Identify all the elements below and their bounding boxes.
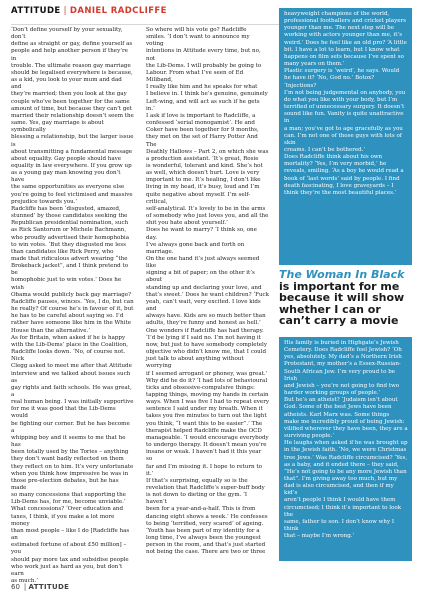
sidebar-box-top <box>279 8 412 265</box>
footer-separator: | <box>23 583 27 591</box>
column-1-text: ‘Don’t define yourself by your sexuality, don’t define as straight or gay, define yourself as people and help another person if they’re in trouble. The ultimate reason gay marriage should be legalised everywhere is because, as a kid, you look to your mum and dad and they’re married; then you look at the gay couple who’ve been together for the same amount of time, but because they can’t get married their relationship doesn’t seem the same. Yes, gay marriage is about symbolically blessing a relationship, but the larger issue is about transmitting a fundamental message about equality. Gay people should have equality in law everywhere. If you grow up as a young gay man knowing you don’t have the same opportunities as everyone else you’re going to feel victimised and massive prejudice towards you.’ Radcliffe has been ‘disgusted, amazed, stunned’ by those candidates seeking the Republican presidential nomination, such as Rick Santorum or Michele Bachmann, who proudly advertised their homophobia to win votes. ‘But they disgusted me less than candidates like Rick Perry, who made that ridiculous advert wearing “the Brokeback jacket”, and I think pretend to be homophobic just to win votes.’ Does he wish Obama would publicly back gay marriage? Radcliffe pauses, winces. ‘Yes, I do, but can he really? Of course he’s in favour of it, but he has to be careful about saying so. I’d rather have someone like him in the White House than the alternative.’ As for Britain, when asked if he is happy with the Lib-Dems’ place in the Coalition, Radcliffe looks down. ‘No, of course not. Nick Clegg asked to meet me after that Attitude interview and we talked about issues such as gay rights and faith schools. He was great, a real human being. I was initially supportive for me it was good that the Lib-Dems would be fighting our corner. But he has become a whipping boy and it seems to me that he has been totally used by the Tories – anything they don’t want badly reflected on them they reflect on to him. It’s very unfortunate when you think how impressive he was in those pre-election debates, but he has made so many concessions that supporting the Lib-Dems has, for me, become unviable.’ What concessions? ‘Over education and taxes, I think, if you make a lot more money than most people – like I do [Radcliffe has an estimated fortune of about £50 million] – you should pay more tax and subsidise people who work just as hard as you, but don’t earn as much.’ <box>11 27 134 585</box>
article-column-1 <box>11 27 134 585</box>
sidebar-box-bottom <box>279 337 412 561</box>
header-subject: DANIEL RADCLIFFE <box>69 6 167 16</box>
article-column-2 <box>146 27 269 557</box>
header-magazine: ATTITUDE <box>11 6 61 16</box>
column-3-top-text: heavyweight champions of the world, professional footballers and cricket players younger than me. The next step will be working with actors younger than me, it’s weird.’ Does he feel like an old pro? ‘A little bit. I have a lot to learn, but I know what happens on film sets because I’ve spent so many years on them.’ Plastic surgery is ‘weird’, he says. Would he have it? ‘No, God no.’ Botox? ‘Injections? I’m not being judgemental on anybody, you do what you like with your body, but I’m terrified of unnecessary surgery. It doesn’t sound like fun. Vanity is quite unattractive in a man; you’ve got to age gracefully as you can. I’m not one of those guys with lots of skin creams. I can’t be bothered.’ Does Radcliffe think about his own mortality? ‘Yes, I’m very morbid,’ he reveals, smiling. ‘As a boy he would read a book of ‘last words’ said by people. I find death fascinating, I love graveyards – I think they’re the most beautiful places.’ <box>284 11 407 196</box>
page-number: 60 <box>11 583 20 591</box>
page-footer <box>11 583 69 591</box>
header-separator: | <box>63 6 67 16</box>
pull-quote <box>279 269 413 327</box>
pull-quote-text: is important for me because it will show whether I can or can’t carry a movie <box>279 279 405 327</box>
footer-magazine: ATTITUDE <box>28 583 70 591</box>
column-2-text: So where will his vote go? Radcliffe smiles. ‘I don’t want to announce my voting intentions in Attitude every time, but no, not the Lib-Dems. I will probably be going to Labour. From what I’ve seen of Ed Miliband, I really like him and he speaks for what I believe in. I think he’s genuine, genuinely Left-wing, and will act as such if he gets in.’ I ask if love is important to Radcliffe, a confessed ‘serial monogamist’. He and Coker have been together for 9 months, they met on the set of Harry Potter And The Deathly Hallows – Part 2, on which she was a production assistant. ‘It’s great, Rosie is wonderful, tolerant and kind. She’s hot as well, which doesn’t hurt. Love is very important to me. It’s healing, I don’t like living in my head, it’s busy, loud and I’m quite negative about myself. I’m self-critical, self-analytical. It’s lovely to be in the arms of somebody who just loves you, and all the shit you hate about yourself.’ Does he want to marry? ‘I think so, one day. I’ve always gone back and forth on marriage. On the one hand it’s just always seemed like signing a bit of paper; on the other it’s about standing up and declaring your love, and that’s sweet.’ Does he want children? ‘Fuck yeah, can’t wait, very excited. I love kids and always have. Kids are so much better than adults, they’re funny and honest as hell.’ One wonders if Radcliffe has had therapy. ‘I’d be lying if I said no. I’m not having it now, but just to have somebody completely objective who didn’t know me, that I could just talk to about anything without worrying if I seemed arrogant or phoney, was great.’ Why did he do it? ‘I had lots of behavioural ticks and obsessive-compulsive things: tapping things, moving my hands in certain ways. When I was five I had to repeat every sentence I said under my breath. When it takes you five minutes to turn out the light you think, “I want this to be easier”.’ The therapist helped Radcliffe make the OCD manageable. ‘I would encourage everybody to undergo therapy. It doesn’t mean you’re insane or weak. I haven’t had it this year so far and I’m missing it. I hope to return to it.’ If that’s surprising, equally so is the revelation that Radcliffe’s super-buff body is not down to dieting or the gym. ‘I haven’t been for a year-and-a-half. This is from dancing eight shows a week.’ He confesses to being ‘terrified, very scared’ of ageing. ‘Youth has been part of my identity for a long time, I’ve always been the youngest person in the room, and that’s just started not being the case. There are two or three <box>146 27 269 556</box>
column-3-bottom-text: His family is buried in Highgate’s Jewish Cemetery. Does Radcliffe feel Jewish? ‘Oh yes, absolutely. My dad’s a Northern Irish Protestant, my mother’s a Essex-Russian- South African Jew. I’m very proud to be Irish and Jewish – you’re not going to find two harder working groups of people.’ But he’s an atheist? ‘Judaism isn’t about God. Some of the best Jews have been atheists. Karl Marx was. Some things make me incredibly proud of being Jewish: vilified wherever they have been, they are a surviving people.’ He laughs when asked if he was brought up in the Jewish faith. ‘No, we were Christmas tree Jews.’ Was Radcliffe circumcised? ‘Yes, as a baby, and it ended there – they said, “He’s not going to be any more Jewish than that”. I’m giving away too much, but my dad is also circumcised, and then if my kid’s aren’t people I think I would have them circumcised; I think it’s important to look the same, father to son. I don’t know why I think that – maybe I’m wrong.’ <box>284 340 408 540</box>
pull-quote-title: The Woman In Black <box>279 268 405 281</box>
